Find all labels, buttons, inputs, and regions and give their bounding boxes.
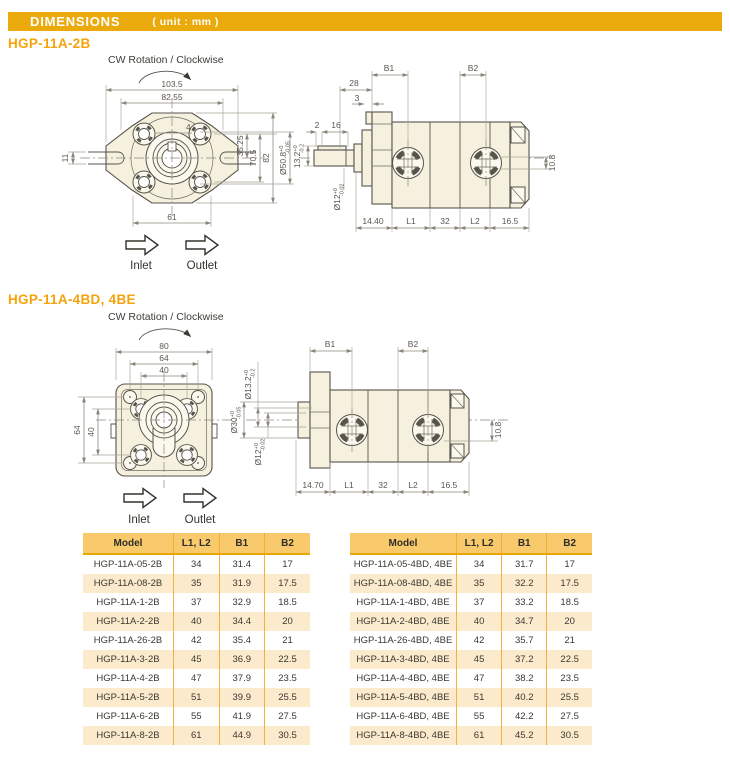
hgp-11a-2b-drawings: [0, 0, 730, 300]
dim-height-outer: 64: [72, 425, 82, 435]
table-row: [83, 574, 310, 593]
value-cell: 27.5: [560, 711, 579, 722]
value-cell: 25.5: [547, 688, 592, 707]
value-cell: 20: [265, 612, 311, 631]
section-title-hgp-11a-4bd-4be: HGP-11A-4BD, 4BE: [8, 292, 136, 307]
dim-width-outer: 103.5: [161, 79, 183, 89]
dim-height-total: 82: [261, 153, 271, 163]
page-title: DIMENSIONS: [30, 14, 121, 29]
value-cell: 37: [457, 593, 502, 612]
value-cell: 42.2: [502, 707, 547, 726]
dim-3: 3: [354, 93, 360, 103]
table-row: [83, 669, 310, 688]
table-row: [83, 707, 310, 726]
dim-l2: L2: [470, 216, 480, 226]
svg-text:Ø50.8+0-0.05: $Ø50.8^{+0}-0.05$: [278, 141, 292, 175]
value-cell: 32.2: [502, 574, 547, 593]
column-header: B1: [219, 533, 265, 554]
outlet-arrow-icon: [184, 489, 216, 508]
value-cell: 39.9: [219, 688, 265, 707]
value-cell: 42: [457, 631, 502, 650]
model-cell: HGP-11A-08-2B: [83, 574, 174, 593]
model-cell: HGP-11A-5-2B: [83, 688, 174, 707]
value-cell: 45: [174, 650, 220, 669]
table-row: [350, 593, 592, 612]
table-row: [83, 593, 310, 612]
section-title-hgp-11a-2b: HGP-11A-2B: [8, 36, 91, 51]
value-cell: 51: [457, 688, 502, 707]
value-cell: 61: [174, 726, 220, 745]
svg-text:Ø30+0-0.05: $Ø30^{+0}-0.05$: [229, 406, 243, 434]
value-cell: 35: [174, 574, 220, 593]
dim-shaft-diameter: [332, 184, 346, 211]
dim-slot: 11: [60, 153, 70, 163]
value-cell: 31.4: [219, 554, 265, 574]
value-cell: 55: [174, 707, 220, 726]
dimension-table-4bd-4be: [350, 533, 592, 745]
inlet-arrow-icon: [124, 489, 156, 508]
model-cell: HGP-11A-6-4BD, 4BE: [350, 707, 457, 726]
dim-port-offset: 10.8: [493, 421, 503, 439]
value-cell: 45: [457, 650, 502, 669]
table-row: [350, 669, 592, 688]
table-row: [350, 612, 592, 631]
model-cell: HGP-11A-4-2B: [83, 669, 174, 688]
dim-l1: L1: [344, 480, 354, 490]
column-header: B2: [547, 533, 592, 554]
model-cell: HGP-11A-2-4BD, 4BE: [350, 612, 457, 631]
value-cell: 23.5: [278, 673, 297, 684]
dim-b1: B1: [383, 63, 395, 73]
value-cell: 42: [174, 631, 220, 650]
column-header: B2: [265, 533, 311, 554]
table-row: [83, 631, 310, 650]
hgp-11a-4bd-drawings: [0, 300, 730, 530]
value-cell: 31.9: [219, 574, 265, 593]
value-cell: 30.5: [265, 726, 311, 745]
table-row: [350, 631, 592, 650]
mounting-flange: [310, 372, 330, 468]
value-cell: 17.5: [547, 574, 592, 593]
dim-bolt-span: 61: [167, 212, 177, 222]
unit-label: ( unit : mm ): [152, 15, 219, 28]
value-cell: 18.5: [278, 597, 297, 608]
table-row: [83, 688, 310, 707]
svg-text:Ø12+0-0.02: $Ø12^{+0}-0.02$: [332, 183, 346, 211]
value-cell: 34: [174, 554, 220, 574]
value-cell: 55: [457, 707, 502, 726]
side-view-hgp-11a-4bd: [229, 339, 508, 496]
value-cell: 40: [457, 612, 502, 631]
dim-port-offset: 10.8: [547, 154, 557, 172]
mounting-flange: [372, 112, 392, 204]
table-row: [350, 554, 592, 574]
dim-shaft-diameter: [253, 439, 267, 466]
inlet-label: Inlet: [128, 514, 150, 526]
value-cell: 51: [174, 688, 220, 707]
dim-tail: 16.5: [440, 480, 458, 490]
dim-16: 16: [331, 120, 341, 130]
value-cell: 40.2: [502, 688, 547, 707]
dim-28: 28: [349, 78, 359, 88]
header-row: [350, 533, 592, 554]
dim-width-inner: 40: [159, 365, 169, 375]
model-cell: HGP-11A-1-2B: [83, 593, 174, 612]
value-cell: 47: [457, 669, 502, 688]
dim-pilot-diameter: [229, 407, 243, 434]
dim-width-inner: 82.55: [161, 92, 183, 102]
table-row: [350, 688, 592, 707]
value-cell: 36.9: [219, 650, 265, 669]
value-cell: 17: [564, 559, 575, 570]
table-row: [350, 650, 592, 669]
dim-pilot-diameter: [278, 141, 292, 175]
table-row: [83, 612, 310, 631]
svg-text:Ø13.2+0-0.2: $Ø13.2^{+0}-0.2$: [243, 368, 257, 400]
table-row: [350, 707, 592, 726]
model-cell: HGP-11A-05-2B: [83, 554, 174, 574]
model-cell: HGP-11A-3-4BD, 4BE: [350, 650, 457, 669]
model-cell: HGP-11A-26-2B: [83, 631, 174, 650]
value-cell: 17: [282, 559, 293, 570]
value-cell: 34.4: [219, 612, 265, 631]
dim-tail: 16.5: [501, 216, 519, 226]
outlet-label: Outlet: [186, 260, 218, 272]
model-cell: HGP-11A-2-2B: [83, 612, 174, 631]
dim-width-outer: 80: [159, 341, 169, 351]
table-row: [83, 726, 310, 745]
front-view-hgp-11a-2b: [60, 79, 294, 272]
inlet-arrow-icon: [126, 236, 158, 255]
value-cell: 61: [457, 726, 502, 745]
value-cell: 45.2: [502, 726, 547, 745]
model-cell: HGP-11A-6-2B: [83, 707, 174, 726]
dim-mid: 32: [378, 480, 388, 490]
header-row: [83, 533, 310, 554]
value-cell: 40: [174, 612, 220, 631]
shaft: [314, 150, 354, 166]
front-view-hgp-11a-4bd: [72, 341, 240, 526]
table-row: [83, 650, 310, 669]
dim-len0: 14.40: [362, 216, 384, 226]
value-cell: 41.9: [219, 707, 265, 726]
side-view-hgp-11a-2b: [292, 63, 557, 232]
dim-mid: 32: [440, 216, 450, 226]
value-cell: 18.5: [560, 597, 579, 608]
rotation-label: CW Rotation / Clockwise: [108, 311, 224, 323]
value-cell: 34.7: [502, 612, 547, 631]
model-cell: HGP-11A-3-2B: [83, 650, 174, 669]
dim-2: 2: [314, 120, 320, 130]
dim-height-bolt: 70.5: [248, 149, 258, 167]
dim-b2: B2: [467, 63, 479, 73]
dim-key-diameter: [243, 369, 257, 400]
model-cell: HGP-11A-4-4BD, 4BE: [350, 669, 457, 688]
dim-len0: 14.70: [302, 480, 324, 490]
cw-rotation-arrow-icon: [139, 329, 190, 340]
value-cell: 30.5: [547, 726, 592, 745]
column-header: B1: [502, 533, 547, 554]
value-cell: 21: [564, 635, 575, 646]
value-cell: 47: [174, 669, 220, 688]
value-cell: 22.5: [547, 650, 592, 669]
value-cell: 37: [174, 593, 220, 612]
value-cell: 31.7: [502, 554, 547, 574]
svg-text:Ø12+0-0.02: $Ø12^{+0}-0.02$: [253, 438, 267, 466]
column-header: L1, L2: [174, 533, 220, 554]
model-cell: HGP-11A-08-4BD, 4BE: [350, 574, 457, 593]
outlet-label: Outlet: [184, 514, 216, 526]
value-cell: 35.4: [219, 631, 265, 650]
value-cell: 20: [547, 612, 592, 631]
model-cell: HGP-11A-8-2B: [83, 726, 174, 745]
value-cell: 35: [457, 574, 502, 593]
value-cell: 34: [457, 554, 502, 574]
model-cell: HGP-11A-5-4BD, 4BE: [350, 688, 457, 707]
value-cell: 37.9: [219, 669, 265, 688]
dimension-table-2b: [83, 533, 310, 745]
value-cell: 33.2: [502, 593, 547, 612]
outlet-arrow-icon: [186, 236, 218, 255]
table-row: [350, 574, 592, 593]
value-cell: 27.5: [278, 711, 297, 722]
value-cell: 44.9: [219, 726, 265, 745]
value-cell: 22.5: [265, 650, 311, 669]
dim-width-mid: 64: [159, 353, 169, 363]
value-cell: 21: [282, 635, 293, 646]
value-cell: 25.5: [265, 688, 311, 707]
table-row: [83, 554, 310, 574]
value-cell: 32.9: [219, 593, 265, 612]
dim-height-half: 35.25: [235, 135, 245, 157]
dim-height-inner: 40: [86, 427, 96, 437]
column-header: L1, L2: [457, 533, 502, 554]
column-header: Model: [350, 533, 457, 554]
value-cell: 23.5: [560, 673, 579, 684]
value-cell: 38.2: [502, 669, 547, 688]
model-cell: HGP-11A-1-4BD, 4BE: [350, 593, 457, 612]
dim-l2: L2: [408, 480, 418, 490]
value-cell: 17.5: [265, 574, 311, 593]
svg-text:13.2+0-0.2: $13.2^{+0}-0.2$: [292, 143, 306, 169]
rotation-label: CW Rotation / Clockwise: [108, 54, 224, 66]
column-header: Model: [83, 533, 174, 554]
dim-b1: B1: [324, 339, 336, 349]
model-cell: HGP-11A-26-4BD, 4BE: [350, 631, 457, 650]
dim-key-width: 4: [186, 122, 191, 132]
dim-l1: L1: [406, 216, 416, 226]
inlet-label: Inlet: [130, 260, 152, 272]
model-cell: HGP-11A-05-4BD, 4BE: [350, 554, 457, 574]
value-cell: 37.2: [502, 650, 547, 669]
table-row: [350, 726, 592, 745]
model-cell: HGP-11A-8-4BD, 4BE: [350, 726, 457, 745]
dim-shaft-height: [292, 144, 306, 168]
dim-b2: B2: [407, 339, 419, 349]
value-cell: 35.7: [502, 631, 547, 650]
